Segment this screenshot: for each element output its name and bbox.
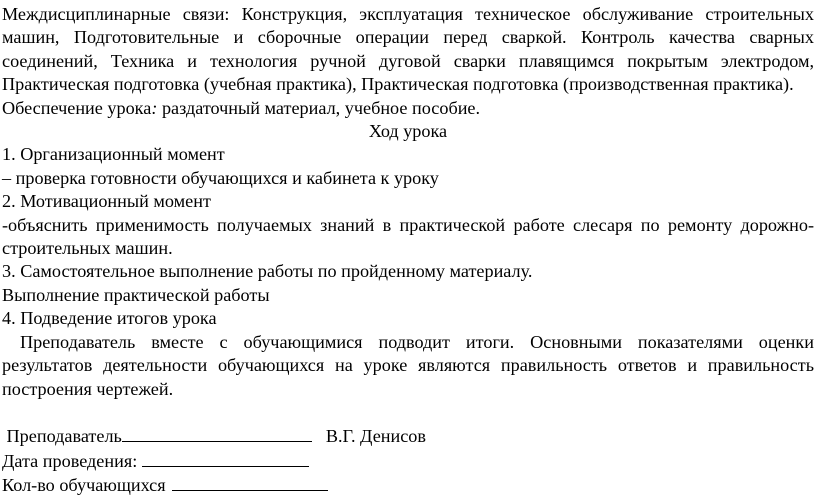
step-1-heading: 1. Организационный момент <box>2 144 225 165</box>
document-page <box>2 3 814 498</box>
step-2-heading: 2. Мотивационный момент <box>2 191 211 212</box>
lesson-title: Ход урока <box>368 121 448 142</box>
student-count-label: Кол-во обучающихся <box>2 475 166 496</box>
step-3-heading: 3. Самостоятельное выполнение работы по пройденному материалу. <box>2 261 533 282</box>
provision-label: Обеспечение урока <box>2 97 152 118</box>
date-blank <box>142 449 309 467</box>
date-line <box>2 449 814 473</box>
teacher-name: В.Г. Денисов <box>325 426 426 447</box>
step-4-heading: 4. Подведение итогов урока <box>2 308 217 329</box>
student-count-line <box>2 473 814 497</box>
student-count-blank <box>172 473 328 491</box>
provision-text: раздаточный материал, учебное пособие. <box>157 97 481 118</box>
provision-colon: : <box>151 97 158 118</box>
blank-line <box>2 401 814 424</box>
teacher-signature-blank <box>122 424 312 442</box>
lesson-provision <box>2 97 814 120</box>
step-2-detail: -объяснить применимость получаемых знаний в практической работе слесаря по ремонту дорожно-строительных машин. <box>2 214 814 259</box>
teacher-label: Преподаватель <box>6 426 122 447</box>
step-1-detail: – проверка готовности обучающихся и кабинета к уроку <box>2 167 439 188</box>
teacher-signature-line <box>2 424 814 448</box>
interdisciplinary-links: Междисциплинарные связи: Конструкция, эксплуатация техническое обслуживание строительных машин, Подготовительные и сборочные операции перед сваркой. Контроль качества сварных соединений, Техника и технология ручной дуговой сварки плавящимся покрытым электродом, Практическая подготовка (учебная практика), Практическая подготовка (производственная практика). <box>2 4 814 95</box>
step-3-detail: Выполнение практической работы <box>2 284 270 305</box>
step-4-detail: Преподаватель вместе с обучающимися подводит итоги. Основными показателями оценки результатов деятельности обучающихся на уроке являются правильность ответов и правильность построения чертежей. <box>2 331 814 399</box>
date-label: Дата проведения: <box>2 450 142 471</box>
